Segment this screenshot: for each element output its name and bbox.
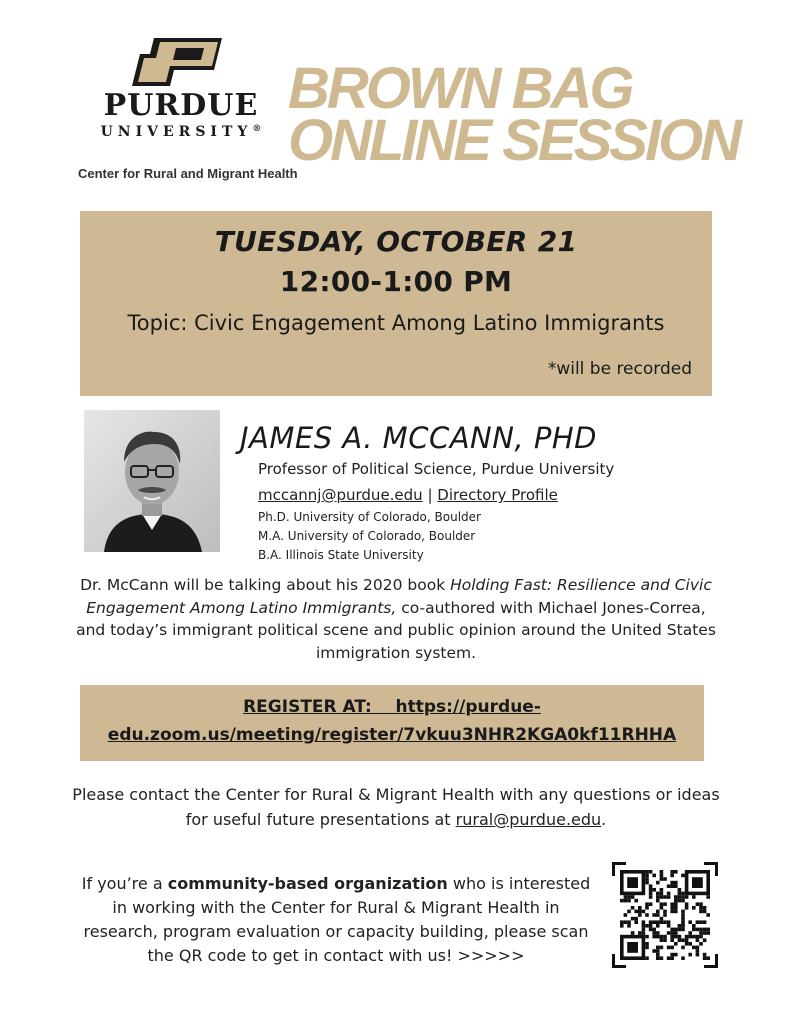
register-link-line-2[interactable]: edu.zoom.us/meeting/register/7vkuu3NHR2KGA0kf11RHHA (107, 725, 677, 745)
event-info-box (80, 211, 712, 396)
headline-line-1: BROWN BAG (288, 56, 632, 121)
department-name: Center for Rural and Migrant Health (78, 166, 298, 181)
headline-line-2: ONLINE SESSION (288, 108, 740, 173)
qr-code-icon[interactable] (612, 862, 718, 968)
degree-phd: Ph.D. University of Colorado, Boulder (258, 510, 481, 524)
purdue-wordmark: PURDUE (103, 88, 259, 123)
speaker-photo (84, 410, 220, 552)
book-title: Holding Fast: Resilience and Civic Engagement Among Latino Immigrants, (86, 576, 712, 617)
event-date: TUESDAY, OCTOBER 21 (214, 225, 578, 258)
purdue-motion-p-icon (130, 38, 226, 88)
university-wordmark: UNIVERSITY® (100, 124, 262, 140)
contact-text: Please contact the Center for Rural & Migrant Health with any questions or ideas for useful future presentations at rural@purdue.edu. (72, 785, 720, 829)
directory-profile-link[interactable]: Directory Profile (437, 486, 558, 504)
register-box (80, 685, 704, 761)
speaker-links: mccannj@purdue.edu | Directory Profile (258, 486, 558, 504)
speaker-email-link[interactable]: mccannj@purdue.edu (258, 486, 423, 504)
speaker-title: Professor of Political Science, Purdue University (258, 460, 615, 478)
speaker-name: JAMES A. MCCANN, PHD (240, 421, 597, 455)
degree-ma: M.A. University of Colorado, Boulder (258, 529, 476, 543)
recorded-note: *will be recorded (547, 359, 692, 379)
contact-email-link[interactable]: rural@purdue.edu (455, 810, 602, 829)
community-text: If you’re a community-based organization who is interested in working with the Center for Rural & Migrant Health in research, program evaluation or capacity building, please scan the QR code to get in contact with us! >>>>> (81, 874, 591, 965)
session-description: Dr. McCann will be talking about his 2020 book Holding Fast: Resilience and Civic Engagement Among Latino Immigrants, co-authored with Michael Jones-Correa, and today’s immigrant political scene and public opinion around the United States immigration system. (76, 576, 716, 662)
event-topic: Topic: Civic Engagement Among Latino Immigrants (127, 311, 665, 335)
community-org-bold: community-based organization (167, 874, 448, 893)
event-time: 12:00-1:00 PM (279, 265, 513, 298)
degree-ba: B.A. Illinois State University (258, 548, 424, 562)
register-link-line-1[interactable]: REGISTER AT: https://purdue- (243, 697, 541, 717)
